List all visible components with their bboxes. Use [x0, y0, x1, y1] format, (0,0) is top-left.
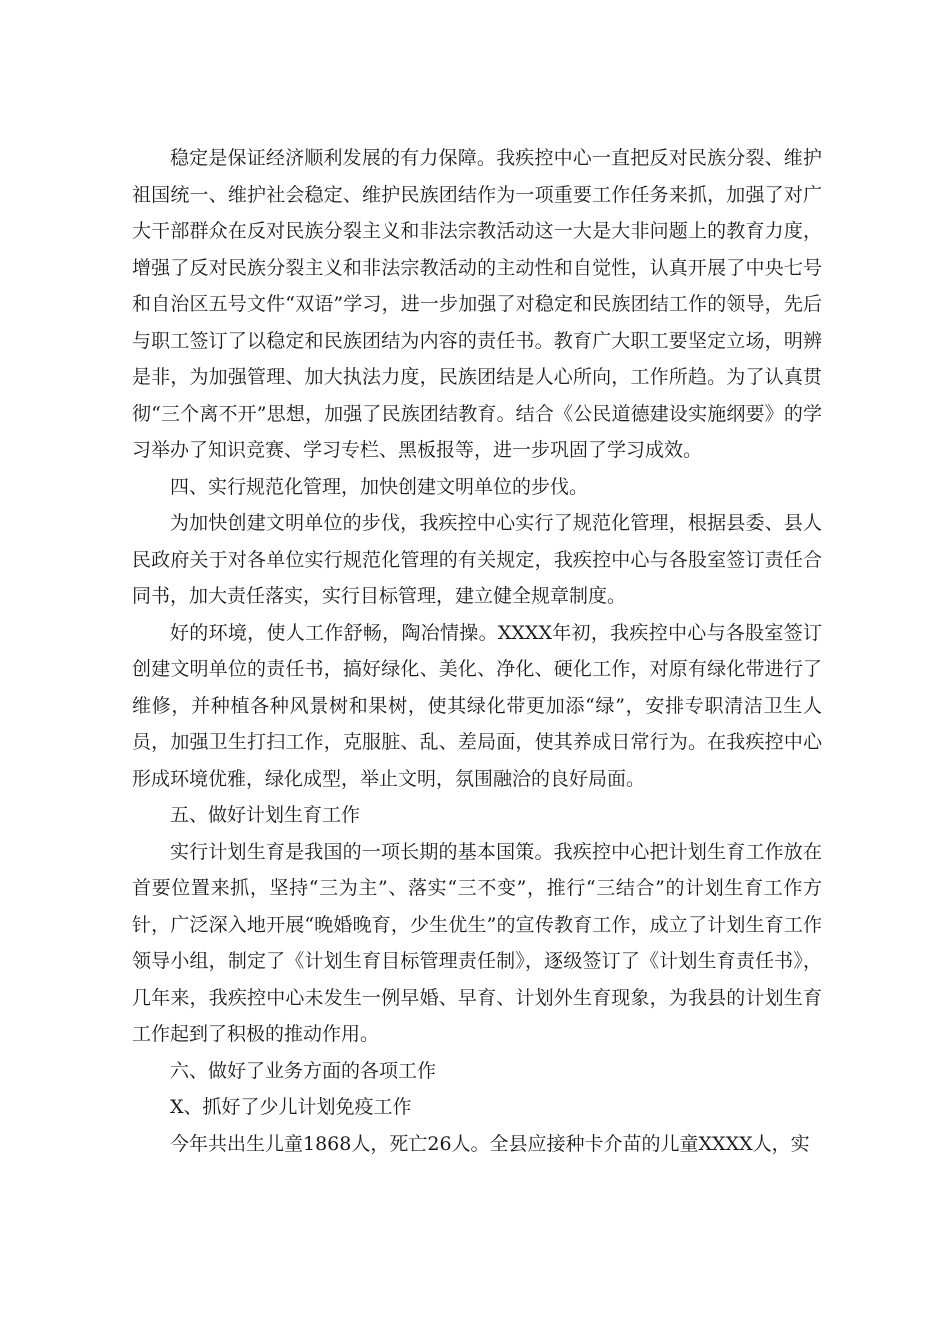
heading-section-five: 五、做好计划生育工作 [170, 804, 361, 826]
heading-section-six: 六、做好了业务方面的各项工作 [170, 1059, 437, 1082]
paragraph-family-planning: 实行计划生育是我国的一项长期的基本国策。我疾控中心把计划生育工作放在首要位置来抓，坚持“三为主”、落实“三不变”，推行“三结合”的计划生育工作方针，广泛深入地开展“晚婚晚育，少生优生”的宣传教育工作，成立了计划生育工作领导小组，制定了《计划生育目标管理责任制》，逐级签订了《计划生育责任书》，几年来，我疾控中心未发生一例早婚、早育、计划外生育现象，为我县的计划生育工作起到了积极的推动作用。 [132, 840, 822, 1045]
paragraph-births: 今年共出生儿童1868人，死亡26人。全县应接种卡介苗的儿童XXXX人，实 [170, 1132, 810, 1155]
heading-immunization: X、抓好了少儿计划免疫工作 [170, 1096, 412, 1118]
heading-section-four: 四、实行规范化管理，加快创建文明单位的步伐。 [170, 475, 589, 498]
document-body [132, 140, 822, 1162]
paragraph-environment: 好的环境，使人工作舒畅，陶冶情操。XXXX年初，我疾控中心与各股室签订创建文明单位的责任书，搞好绿化、美化、净化、硬化工作，对原有绿化带进行了维修，并种植各种风景树和果树，使其绿化带更加添“绿”，安排专职清洁卫生人员，加强卫生打扫工作，克服脏、乱、差局面，使其养成日常行为。在我疾控中心形成环境优雅，绿化成型，举止文明，氛围融洽的良好局面。 [132, 621, 822, 790]
paragraph-standardized-management: 为加快创建文明单位的步伐，我疾控中心实行了规范化管理，根据县委、县人民政府关于对各单位实行规范化管理的有关规定，我疾控中心与各股室签订责任合同书，加大责任落实，实行目标管理，建立健全规章制度。 [132, 512, 822, 607]
paragraph-stability: 稳定是保证经济顺利发展的有力保障。我疾控中心一直把反对民族分裂、维护祖国统一、维护社会稳定、维护民族团结作为一项重要工作任务来抓，加强了对广大干部群众在反对民族分裂主义和非法宗教活动这一大是大非问题上的教育力度，增强了反对民族分裂主义和非法宗教活动的主动性和自觉性，认真开展了中央七号和自治区五号文件“双语”学习，进一步加强了对稳定和民族团结工作的领导，先后与职工签订了以稳定和民族团结为内容的责任书。教育广大职工要坚定立场，明辨是非，为加强管理、加大执法力度，民族团结是人心所向，工作所趋。为了认真贯彻“三个离不开”思想，加强了民族团结教育。结合《公民道德建设实施纲要》的学习举办了知识竞赛、学习专栏、黑板报等，进一步巩固了学习成效。 [132, 147, 822, 461]
